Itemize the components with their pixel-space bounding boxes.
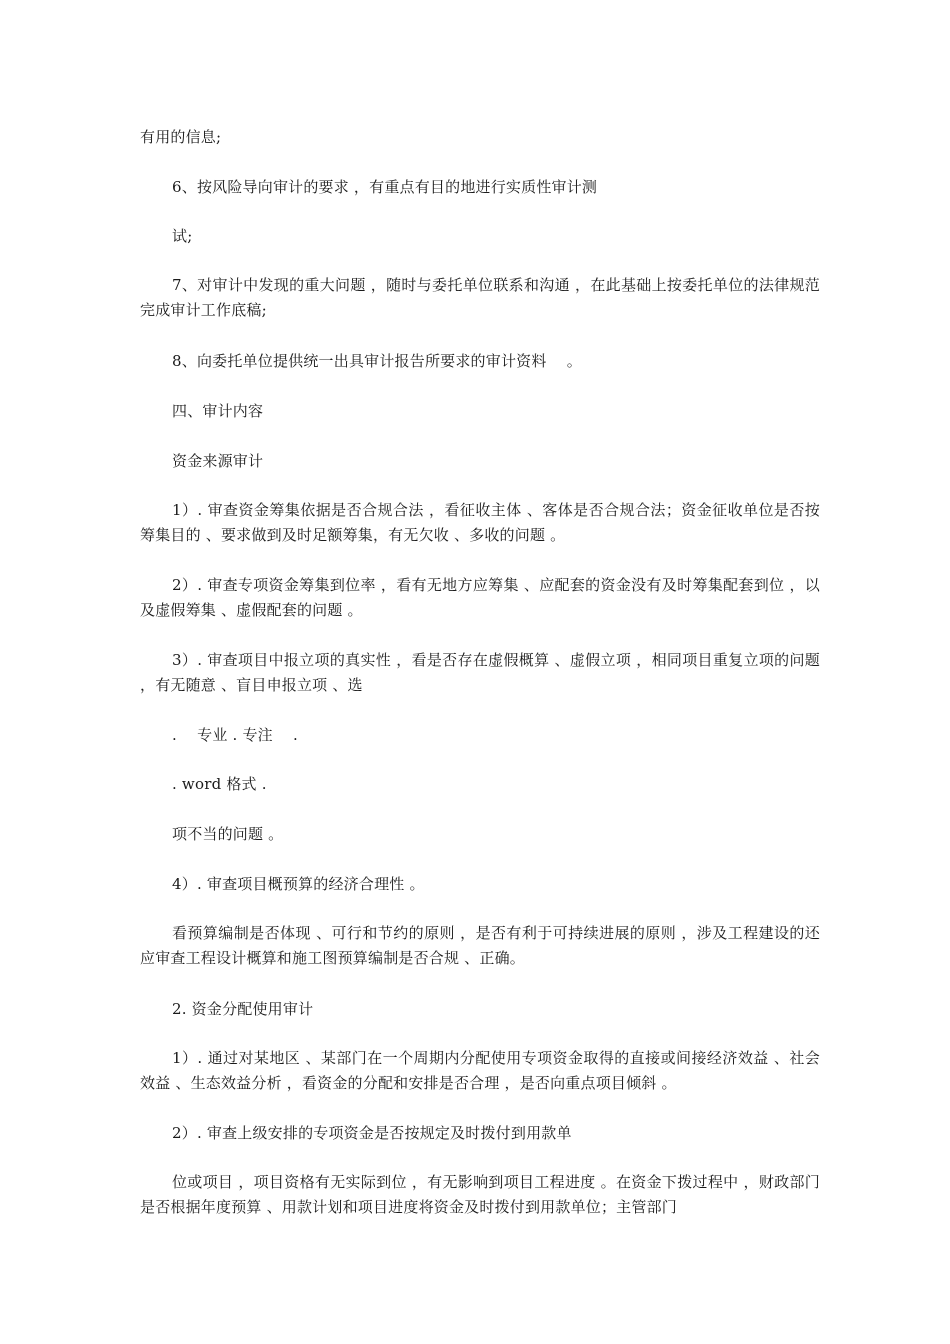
text-paragraph: 7、对审计中发现的重大问题 ，随时与委托单位联系和沟通 ，在此基础上按委托单位的法律规范完成审计工作底稿; <box>140 276 820 319</box>
text-paragraph: 3）. 审查项目中报立项的真实性 ，看是否存在虚假概算 、虚假立项 ，相同项目重复立项的问题 ，有无随意 、盲目申报立项 、选 <box>140 651 820 694</box>
header-note: . word 格式 . <box>172 775 267 793</box>
text-line: 2）. 审查上级安排的专项资金是否按规定及时拨付到用款单 <box>172 1124 572 1142</box>
text-paragraph: 看预算编制是否体现 、可行和节约的原则 ，是否有利于可持续进展的原则 ，涉及工程建设的还应审查工程设计概算和施工图预算编制是否合规 、正确。 <box>140 924 820 967</box>
subsection-heading: 资金来源审计 <box>172 452 264 470</box>
text-paragraph: 1）. 审查资金筹集依据是否合规合法 ，看征收主体 、客体是否合规合法；资金征收单位是否按筹集目的 、要求做到及时足额筹集，有无欠收 、多收的问题 。 <box>140 501 820 544</box>
text-paragraph: 2）. 审查专项资金筹集到位率 ，看有无地方应筹集 、应配套的资金没有及时筹集配套到位 ，以及虚假筹集 、虚假配套的问题 。 <box>140 576 820 619</box>
text-line: 项不当的问题 。 <box>172 825 284 843</box>
text-paragraph: 位或项目 ，项目资格有无实际到位 ，有无影响到项目工程进度 。在资金下拨过程中 ，财政部门是否根据年度预算 、用款计划和项目进度将资金及时拨付到用款单位；主管部门 <box>140 1173 820 1216</box>
footer-note: . 专业 . 专注 . <box>172 726 298 744</box>
section-heading: 四、审计内容 <box>172 402 264 420</box>
text-line: 有用的信息; <box>140 128 222 146</box>
text-line: 4）. 审查项目概预算的经济合理性 。 <box>172 875 425 893</box>
text-line: 6、按风险导向审计的要求 ，有重点有目的地进行实质性审计测 <box>172 178 598 196</box>
text-line: 试; <box>172 227 193 245</box>
subsection-heading: 2. 资金分配使用审计 <box>172 1000 314 1018</box>
text-line: 8、向委托单位提供统一出具审计报告所要求的审计资料 。 <box>172 352 582 370</box>
text-paragraph: 1）. 通过对某地区 、某部门在一个周期内分配使用专项资金取得的直接或间接经济效益 、社会效益 、生态效益分析 ，看资金的分配和安排是否合理 ，是否向重点项目倾斜 。 <box>140 1049 820 1092</box>
